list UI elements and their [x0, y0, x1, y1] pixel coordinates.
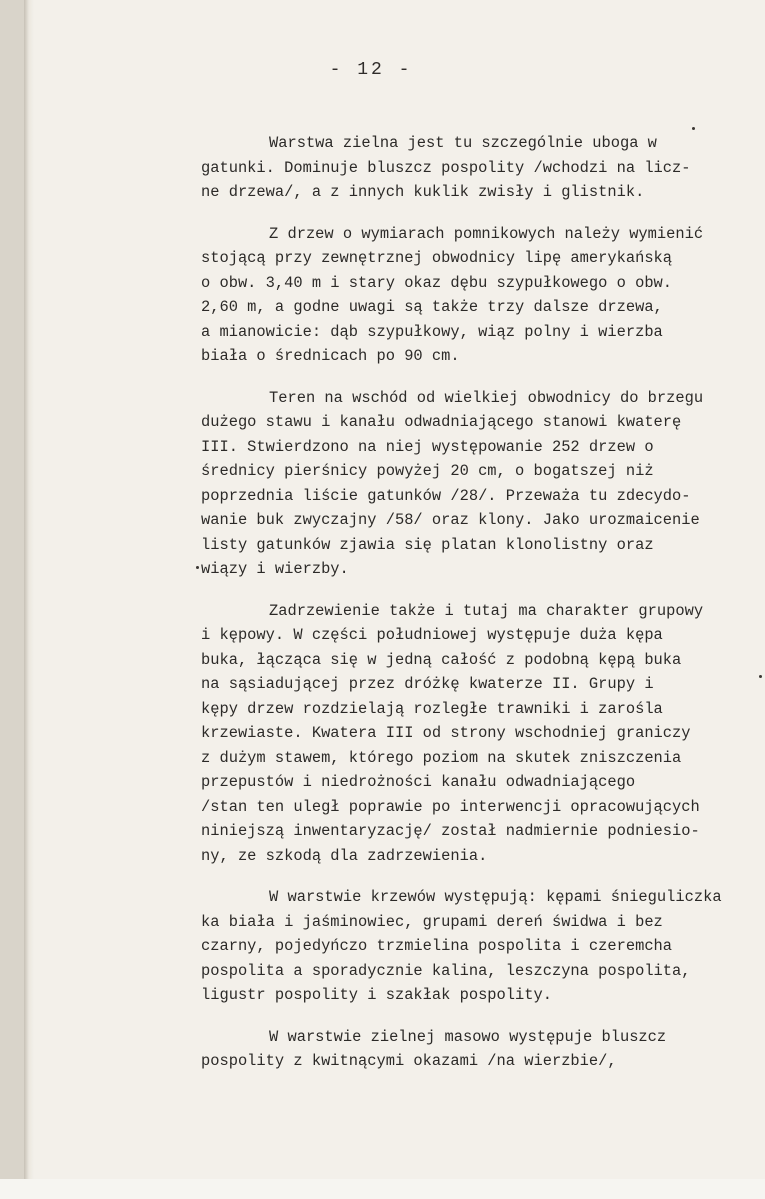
page-left-margin	[0, 0, 24, 1199]
text-line: ligustr pospolity i szakłak pospolity.	[201, 986, 552, 1004]
text-line: ne drzewa/, a z innych kuklik zwisły i glistnik.	[201, 183, 645, 201]
text-line: ka biała i jaśminowiec, grupami dereń świdwa i bez	[201, 912, 663, 931]
text-line: dużego stawu i kanału odwadniającego stanowi kwaterę	[201, 413, 682, 431]
text-line: Z drzew o wymiarach pomnikowych należy wymienić	[269, 224, 704, 243]
text-line: Zadrzewienie także i tutaj ma charakter grupowy	[269, 601, 704, 620]
text-line: W warstwie zielnej masowo występuje bluszcz	[269, 1027, 667, 1046]
text-line: z dużym stawem, którego poziom na skutek zniszczenia	[201, 748, 682, 767]
text-line: ny, ze szkodą dla zadrzewienia.	[201, 846, 488, 865]
text-line: pospolita a sporadycznie kalina, leszczyna pospolita,	[201, 961, 691, 980]
paragraph-shrub-layer	[201, 885, 765, 1008]
body-text	[201, 131, 765, 1091]
text-line: czarny, pojedyńczo trzmielina pospolita i czeremcha	[201, 937, 673, 955]
text-line: III. Stwierdzono na niej występowanie 252 drzew o	[201, 437, 654, 456]
text-line: /stan ten uległ poprawie po interwencji opracowujących	[201, 797, 700, 816]
text-line: Teren na wschód od wielkiej obwodnicy do brzegu	[269, 388, 704, 407]
text-line: wiązy i wierzby.	[201, 560, 349, 578]
text-line: 2,60 m, a godne uwagi są także trzy dalsze drzewa,	[201, 298, 663, 316]
paragraph-monument-trees	[201, 222, 765, 369]
text-line: poprzednia liście gatunków /28/. Przeważa tu zdecydo-	[201, 486, 691, 505]
page-bottom-edge	[0, 1179, 765, 1199]
paragraph-herb-layer-ivy	[201, 1025, 765, 1074]
text-line: a mianowicie: dąb szypułkowy, wiąz polny i wierzba	[201, 322, 663, 341]
text-line: kępy drzew rozdzielają rozległe trawniki i zarośla	[201, 699, 663, 718]
text-line: buka, łącząca się w jedną całość z podobną kępą buka	[201, 650, 682, 669]
text-line: biała o średnicach po 90 cm.	[201, 347, 460, 365]
paragraph-quarter-three	[201, 386, 765, 582]
text-line: o obw. 3,40 m i stary okaz dębu szypułkowego o obw.	[201, 273, 673, 292]
ink-speck	[196, 566, 199, 569]
binding-shadow	[24, 0, 34, 1199]
paragraph-tree-groups	[201, 599, 765, 869]
ink-speck	[692, 127, 695, 130]
text-line: W warstwie krzewów występują: kępami śnieguliczka	[269, 888, 722, 906]
text-line: przepustów i niedrożności kanału odwadniającego	[201, 773, 636, 791]
text-line: pospolity z kwitnącymi okazami /na wierzbie/,	[201, 1052, 617, 1070]
text-line: Warstwa zielna jest tu szczególnie uboga w	[269, 134, 657, 152]
text-line: średnicy pierśnicy powyżej 20 cm, o bogatszej niż	[201, 462, 654, 480]
text-line: niniejszą inwentaryzację/ został nadmiernie podniesio-	[201, 822, 700, 840]
text-line: listy gatunków zjawia się platan klonolistny oraz	[201, 535, 654, 554]
text-line: na sąsiadującej przez dróżkę kwaterze II. Grupy i	[201, 675, 654, 693]
paragraph-herb-layer	[201, 131, 765, 205]
text-line: krzewiaste. Kwatera III od strony wschodniej graniczy	[201, 724, 691, 742]
text-line: stojącą przy zewnętrznej obwodnicy lipę amerykańską	[201, 249, 673, 267]
text-line: gatunki. Dominuje bluszcz pospolity /wchodzi na licz-	[201, 158, 691, 177]
page-number: - 12 -	[329, 60, 413, 80]
text-line: wanie buk zwyczajny /58/ oraz klony. Jako urozmaicenie	[201, 511, 700, 529]
text-line: i kępowy. W części południowej występuje duża kępa	[201, 626, 663, 644]
